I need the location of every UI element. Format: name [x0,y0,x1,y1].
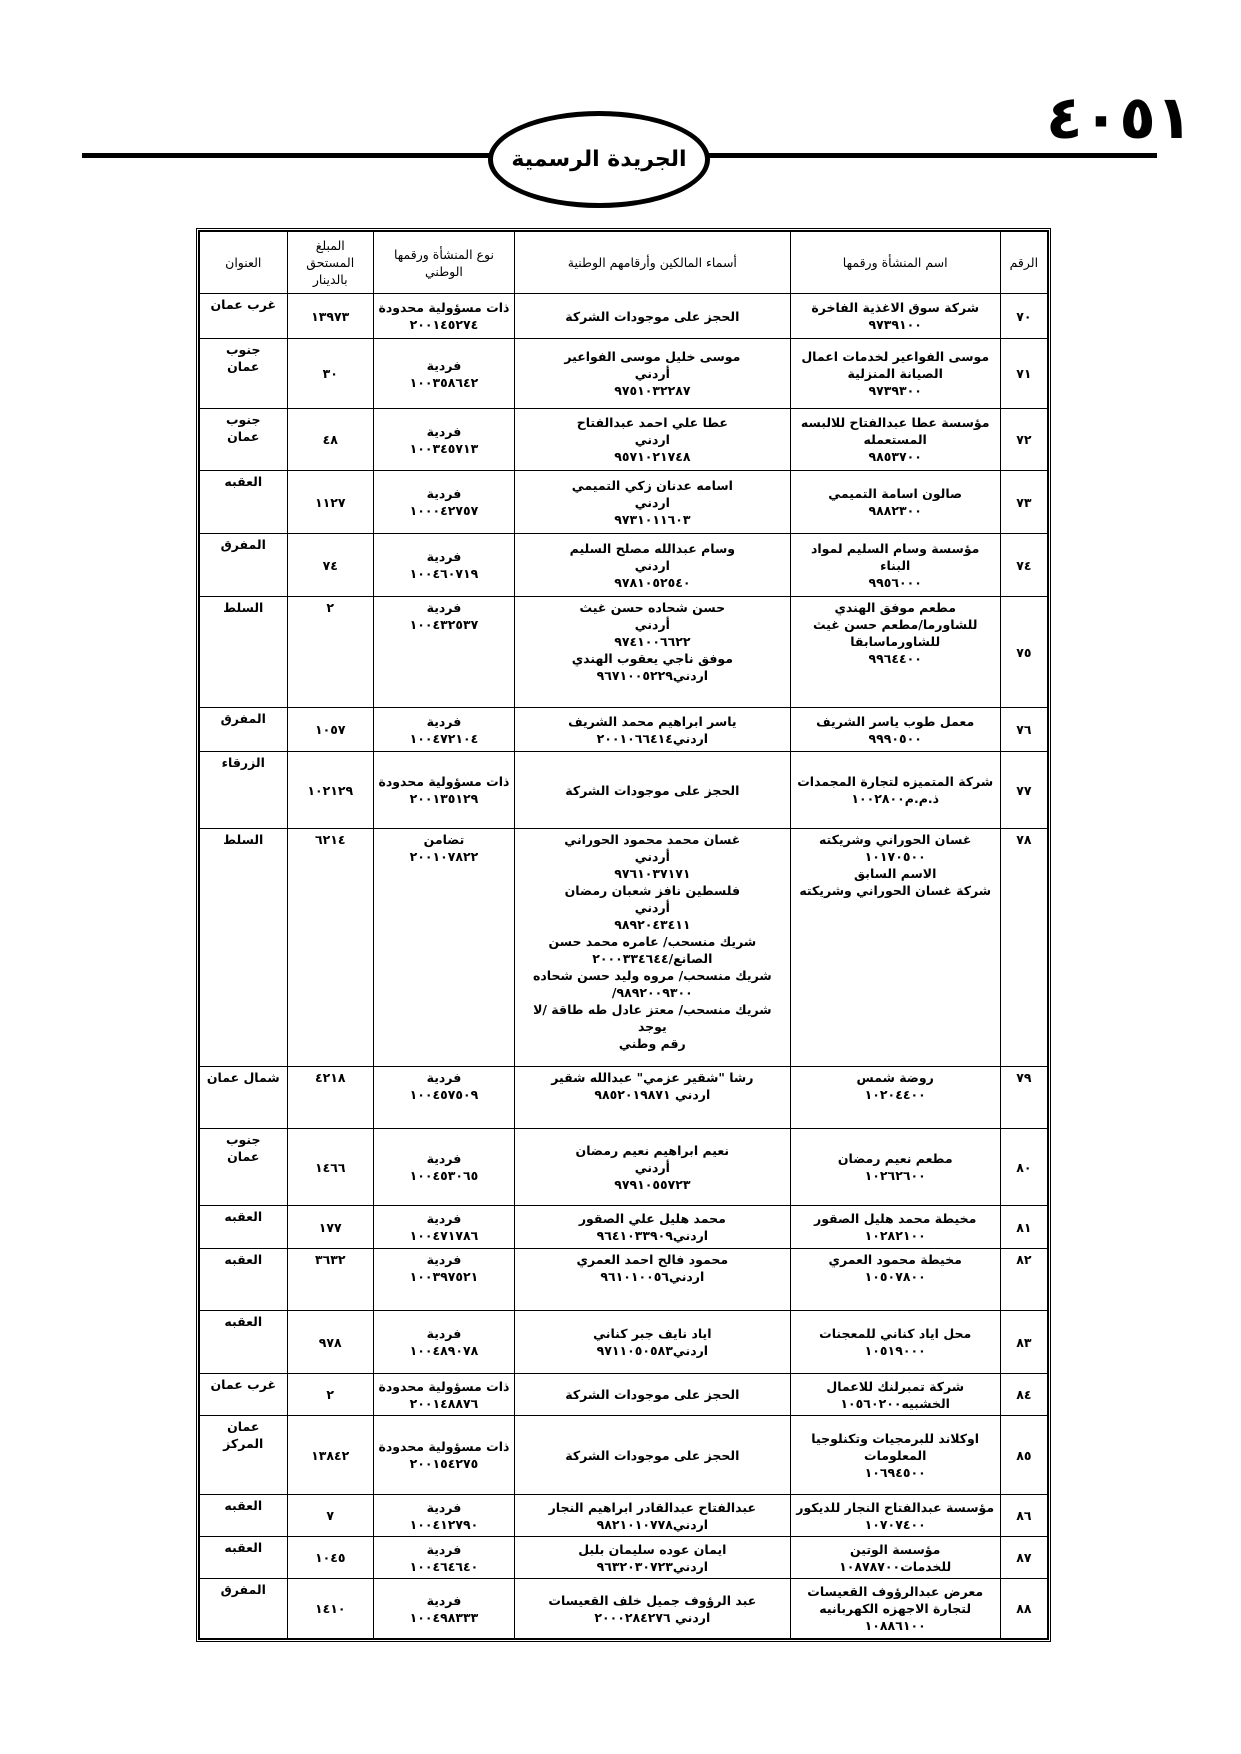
owners-names: محمد هليل علي الصقور اردني٩٦٤١٠٣٣٩٠٩ [514,1206,790,1249]
row-num: ٧٣ [1000,471,1047,534]
address: جنوب عمان [200,409,288,471]
establishment-name: شركة تمبرلنك للاعمال الخشبيه١٠٥٦٠٢٠٠ [790,1374,1000,1416]
amount-due: ١٤١٠ [287,1579,373,1639]
address: غرب عمان [200,1374,288,1416]
owners-names: ياسر ابراهيم محمد الشريف اردني٢٠٠١٠٦٦٤١٤ [514,708,790,752]
table-row [200,752,1048,829]
row-num: ٨١ [1000,1206,1047,1249]
amount-due: ١٧٧ [287,1206,373,1249]
table-row [200,1206,1048,1249]
amount-due: ١٣٨٤٢ [287,1416,373,1495]
address: عمان المركز [200,1416,288,1495]
owners-names: وسام عبدالله مصلح السليم اردني ٩٧٨١٠٥٢٥٤٠ [514,534,790,597]
amount-due: ٩٧٨ [287,1311,373,1374]
amount-due: ٣٦٣٢ [287,1249,373,1311]
amount-due: ١٠٢١٢٩ [287,752,373,829]
establishment-type: ذات مسؤولية محدودة ٢٠٠١٤٥٢٧٤ [373,294,514,339]
header-oval [488,111,710,208]
establishment-type: فردية ١٠٠٣٤٥٧١٣ [373,409,514,471]
owners-names: نعيم ابراهيم نعيم رمضان أردني ٩٧٩١٠٥٥٧٢٣ [514,1129,790,1206]
table-row [200,1311,1048,1374]
owners-names: عطا علي احمد عبدالفتاح اردني ٩٥٧١٠٢١٧٤٨ [514,409,790,471]
row-num: ٨٥ [1000,1416,1047,1495]
table-row [200,597,1048,708]
amount-due: ١٠٤٥ [287,1537,373,1579]
address: المفرق [200,708,288,752]
owners-names: غسان محمد محمود الحوراني أردني ٩٧٦١٠٣٧١٧١ فلسطين نافز شعبان رمضان أردني ٩٨٩٢٠٤٣٤١١ شريك منسحب/ عامره محمد حسن الصانع/٢٠٠٠٣٣٤٦٤٤ شريك منسحب/ مروه وليد حسن شحاده ٩٨٩٢٠٠٩٣٠٠/ شريك منسحب/ معتز عادل طه طاقة /لا يوجد رقم وطني [514,829,790,1067]
amount-due: ٤٢١٨ [287,1067,373,1129]
row-num: ٧٥ [1000,597,1047,708]
amount-due: ٧٤ [287,534,373,597]
owners-names: الحجز على موجودات الشركة [514,1416,790,1495]
owners-names: اسامه عدنان زكي التميمي اردني ٩٧٣١٠١١٦٠٣ [514,471,790,534]
amount-due: ١١٢٧ [287,471,373,534]
address: غرب عمان [200,294,288,339]
owners-names: عبدالفتاح عبدالقادر ابراهيم النجار اردني٩٨٢١٠١٠٧٧٨ [514,1495,790,1537]
row-num: ٨٢ [1000,1249,1047,1311]
establishment-type: فردية ١٠٠٤٦٠٧١٩ [373,534,514,597]
owners-names: الحجز على موجودات الشركة [514,752,790,829]
establishment-name: اوكلاند للبرمجيات وتكنلوجيا المعلومات ١٠٦٩٤٥٠٠ [790,1416,1000,1495]
table-body [200,294,1048,1639]
establishment-type: فردية ١٠٠٣٥٨٦٤٢ [373,339,514,409]
owners-names: الحجز على موجودات الشركة [514,294,790,339]
row-num: ٨٣ [1000,1311,1047,1374]
registry-table [199,231,1048,1639]
establishment-type: فردية ١٠٠٠٤٢٧٥٧ [373,471,514,534]
table-row [200,409,1048,471]
establishment-type: فردية ١٠٠٤٩٨٣٣٣ [373,1579,514,1639]
row-num: ٧٢ [1000,409,1047,471]
establishment-name: موسى الفواعير لخدمات اعمال الصيانة المنزلية ٩٧٣٩٣٠٠ [790,339,1000,409]
table-header-row [200,232,1048,294]
owners-names: عبد الرؤوف جميل خلف القعيسات اردني ٢٠٠٠٢٨٤٢٧٦ [514,1579,790,1639]
address: جنوب عمان [200,339,288,409]
establishment-type: ذات مسؤولية محدودة ٢٠٠١٤٨٨٧٦ [373,1374,514,1416]
establishment-type: فردية ١٠٠٤٦٤٦٤٠ [373,1537,514,1579]
col-header-amount: المبلغ المستحق بالدينار [287,232,373,294]
establishment-type: فردية ١٠٠٤٨٩٠٧٨ [373,1311,514,1374]
establishment-name: معمل طوب ياسر الشريف ٩٩٩٠٥٠٠ [790,708,1000,752]
amount-due: ٢ [287,597,373,708]
col-header-owners: أسماء المالكين وأرقامهم الوطنية [514,232,790,294]
amount-due: ٦٢١٤ [287,829,373,1067]
row-num: ٨٧ [1000,1537,1047,1579]
amount-due: ٣٠ [287,339,373,409]
row-num: ٨٠ [1000,1129,1047,1206]
amount-due: ١٠٥٧ [287,708,373,752]
establishment-name: روضة شمس ١٠٢٠٤٤٠٠ [790,1067,1000,1129]
address: العقبه [200,1495,288,1537]
header-title: الجريدة الرسمية [511,147,687,172]
table-row [200,1537,1048,1579]
establishment-name: معرض عبدالرؤوف القعيسات لتجارة الاجهزه الكهربانيه ١٠٨٨٦١٠٠ [790,1579,1000,1639]
table-row [200,1579,1048,1639]
owners-names: ايمان عوده سليمان بلبل اردني٩٦٣٢٠٣٠٧٢٣ [514,1537,790,1579]
row-num: ٨٤ [1000,1374,1047,1416]
row-num: ٨٦ [1000,1495,1047,1537]
establishment-name: مطعم نعيم رمضان ١٠٢٦٢٦٠٠ [790,1129,1000,1206]
address: شمال عمان [200,1067,288,1129]
address: العقبه [200,1206,288,1249]
col-header-name: اسم المنشأة ورقمها [790,232,1000,294]
address: العقبه [200,1311,288,1374]
col-header-type: نوع المنشأة ورقمها الوطني [373,232,514,294]
owners-names: محمود فالح احمد العمري اردني٩٦١٠١٠٠٥٦ [514,1249,790,1311]
amount-due: ٧ [287,1495,373,1537]
address: العقبه [200,1249,288,1311]
establishment-name: مؤسسة عطا عبدالفتاح للالبسه المستعمله ٩٨٥٣٧٠٠ [790,409,1000,471]
table-row [200,1374,1048,1416]
page-number: ٤٠٥١ [1046,83,1193,153]
table-row [200,294,1048,339]
establishment-name: غسان الحوراني وشريكته ١٠١٧٠٥٠٠ الاسم السابق شركة غسان الحوراني وشريكته [790,829,1000,1067]
address: المفرق [200,1579,288,1639]
establishment-type: ذات مسؤولية محدودة ٢٠٠١٥٤٢٧٥ [373,1416,514,1495]
establishment-type: فردية ١٠٠٤٧٢١٠٤ [373,708,514,752]
amount-due: ٤٨ [287,409,373,471]
address: الزرقاء [200,752,288,829]
establishment-name: مطعم موفق الهندي للشاورما/مطعم حسن غيث للشاورماسابقا ٩٩٦٤٤٠٠ [790,597,1000,708]
establishment-type: تضامن ٢٠٠١٠٧٨٢٢ [373,829,514,1067]
amount-due: ١٣٩٧٣ [287,294,373,339]
establishment-name: مؤسسة عبدالفتاح النجار للديكور ١٠٧٠٧٤٠٠ [790,1495,1000,1537]
address: السلط [200,829,288,1067]
establishment-type: فردية ١٠٠٤٥٧٥٠٩ [373,1067,514,1129]
table-row [200,1067,1048,1129]
owners-names: الحجز على موجودات الشركة [514,1374,790,1416]
table-row [200,339,1048,409]
establishment-type: فردية ١٠٠٣٩٧٥٢١ [373,1249,514,1311]
establishment-name: مؤسسة الوتين للخدمات١٠٨٧٨٧٠٠ [790,1537,1000,1579]
row-num: ٧٦ [1000,708,1047,752]
establishment-name: مؤسسة وسام السليم لمواد البناء ٩٩٥٦٠٠٠ [790,534,1000,597]
row-num: ٧٧ [1000,752,1047,829]
table-row [200,1416,1048,1495]
table-row [200,708,1048,752]
table-row [200,1495,1048,1537]
row-num: ٧٩ [1000,1067,1047,1129]
table-row [200,534,1048,597]
owners-names: موسى خليل موسى الفواعير أردني ٩٧٥١٠٣٢٢٨٧ [514,339,790,409]
row-num: ٧١ [1000,339,1047,409]
establishment-type: فردية ١٠٠٤٧١٧٨٦ [373,1206,514,1249]
address: العقبه [200,471,288,534]
row-num: ٧٠ [1000,294,1047,339]
address: العقبه [200,1537,288,1579]
col-header-address: العنوان [200,232,288,294]
establishment-name: محل اياد كناني للمعجنات ١٠٥١٩٠٠٠ [790,1311,1000,1374]
owners-names: حسن شحاده حسن غيث أردني ٩٧٤١٠٠٦٦٢٢ موفق ناجي يعقوب الهندي اردني٩٦٧١٠٠٥٢٢٩ [514,597,790,708]
table-row [200,829,1048,1067]
establishment-name: شركة سوق الاغذية الفاخرة ٩٧٣٩١٠٠ [790,294,1000,339]
address: جنوب عمان [200,1129,288,1206]
col-header-num: الرقم [1000,232,1047,294]
row-num: ٧٨ [1000,829,1047,1067]
table-row [200,471,1048,534]
owners-names: اياد نايف جبر كناني اردني٩٧١١٠٥٠٥٨٣ [514,1311,790,1374]
establishment-name: مخيطة محمد هليل الصقور ١٠٢٨٢١٠٠ [790,1206,1000,1249]
establishment-type: فردية ١٠٠٤٥٣٠٦٥ [373,1129,514,1206]
amount-due: ١٤٦٦ [287,1129,373,1206]
amount-due: ٢ [287,1374,373,1416]
row-num: ٨٨ [1000,1579,1047,1639]
establishment-name: صالون اسامة التميمي ٩٨٨٢٣٠٠ [790,471,1000,534]
establishment-type: فردية ١٠٠٤٣٢٥٣٧ [373,597,514,708]
establishment-name: مخيطة محمود العمري ١٠٥٠٧٨٠٠ [790,1249,1000,1311]
establishment-name: شركة المتميزه لتجارة المجمدات ذ.م.م١٠٠٢٨٠٠ [790,752,1000,829]
establishment-type: ذات مسؤولية محدودة ٢٠٠١٣٥١٢٩ [373,752,514,829]
owners-names: رشا "شقير عزمي" عبدالله شقير اردني ٩٨٥٢٠١٩٨٧١ [514,1067,790,1129]
table-row [200,1129,1048,1206]
row-num: ٧٤ [1000,534,1047,597]
table-row [200,1249,1048,1311]
address: المفرق [200,534,288,597]
registry-table-wrapper [196,228,1051,1642]
establishment-type: فردية ١٠٠٤١٢٧٩٠ [373,1495,514,1537]
address: السلط [200,597,288,708]
